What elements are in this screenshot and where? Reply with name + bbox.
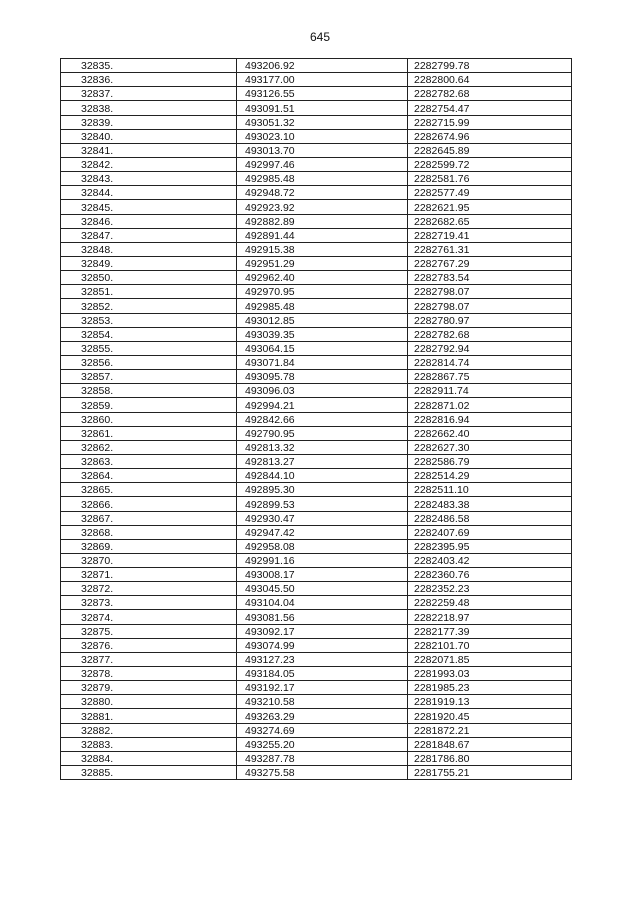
point-number-cell: 32879. xyxy=(61,681,237,695)
point-number-cell: 32865. xyxy=(61,483,237,497)
easting-cell: 492958.08 xyxy=(237,539,408,553)
table-row xyxy=(61,568,572,582)
point-number-cell: 32844. xyxy=(61,186,237,200)
table-row xyxy=(61,737,572,751)
easting-cell: 493126.55 xyxy=(237,87,408,101)
easting-cell: 492882.89 xyxy=(237,214,408,228)
easting-cell: 493287.78 xyxy=(237,751,408,765)
easting-cell: 493184.05 xyxy=(237,667,408,681)
northing-cell: 2282871.02 xyxy=(408,398,572,412)
point-number-cell: 32866. xyxy=(61,497,237,511)
point-number-cell: 32882. xyxy=(61,723,237,737)
point-number-cell: 32854. xyxy=(61,327,237,341)
easting-cell: 492930.47 xyxy=(237,511,408,525)
northing-cell: 2282621.95 xyxy=(408,200,572,214)
point-number-cell: 32883. xyxy=(61,737,237,751)
table-row xyxy=(61,157,572,171)
table-row xyxy=(61,681,572,695)
northing-cell: 2282577.49 xyxy=(408,186,572,200)
table-row xyxy=(61,483,572,497)
table-row xyxy=(61,355,572,369)
northing-cell: 2282767.29 xyxy=(408,256,572,270)
table-row xyxy=(61,256,572,270)
table-row xyxy=(61,412,572,426)
easting-cell: 492947.42 xyxy=(237,525,408,539)
table-row xyxy=(61,384,572,398)
table-row xyxy=(61,327,572,341)
table-row xyxy=(61,525,572,539)
easting-cell: 493091.51 xyxy=(237,101,408,115)
easting-cell: 492970.95 xyxy=(237,285,408,299)
point-number-cell: 32861. xyxy=(61,426,237,440)
northing-cell: 2282674.96 xyxy=(408,129,572,143)
table-row xyxy=(61,511,572,525)
point-number-cell: 32836. xyxy=(61,73,237,87)
point-number-cell: 32867. xyxy=(61,511,237,525)
point-number-cell: 32853. xyxy=(61,313,237,327)
northing-cell: 2282798.07 xyxy=(408,299,572,313)
table-row xyxy=(61,610,572,624)
northing-cell: 2282783.54 xyxy=(408,271,572,285)
easting-cell: 492891.44 xyxy=(237,228,408,242)
easting-cell: 493008.17 xyxy=(237,568,408,582)
northing-cell: 2282645.89 xyxy=(408,143,572,157)
point-number-cell: 32858. xyxy=(61,384,237,398)
point-number-cell: 32870. xyxy=(61,553,237,567)
point-number-cell: 32848. xyxy=(61,242,237,256)
table-row xyxy=(61,440,572,454)
easting-cell: 492994.21 xyxy=(237,398,408,412)
easting-cell: 492962.40 xyxy=(237,271,408,285)
northing-cell: 2282218.97 xyxy=(408,610,572,624)
point-number-cell: 32884. xyxy=(61,751,237,765)
easting-cell: 493275.58 xyxy=(237,766,408,780)
easting-cell: 492813.32 xyxy=(237,440,408,454)
easting-cell: 492948.72 xyxy=(237,186,408,200)
table-row xyxy=(61,341,572,355)
point-number-cell: 32850. xyxy=(61,271,237,285)
northing-cell: 2282782.68 xyxy=(408,327,572,341)
easting-cell: 493206.92 xyxy=(237,59,408,73)
northing-cell: 2282599.72 xyxy=(408,157,572,171)
point-number-cell: 32856. xyxy=(61,355,237,369)
easting-cell: 492895.30 xyxy=(237,483,408,497)
easting-cell: 493012.85 xyxy=(237,313,408,327)
easting-cell: 492951.29 xyxy=(237,256,408,270)
easting-cell: 493023.10 xyxy=(237,129,408,143)
point-number-cell: 32877. xyxy=(61,652,237,666)
point-number-cell: 32847. xyxy=(61,228,237,242)
northing-cell: 2281920.45 xyxy=(408,709,572,723)
point-number-cell: 32872. xyxy=(61,582,237,596)
table-row xyxy=(61,497,572,511)
table-row xyxy=(61,285,572,299)
point-number-cell: 32845. xyxy=(61,200,237,214)
easting-cell: 493095.78 xyxy=(237,370,408,384)
table-row xyxy=(61,426,572,440)
northing-cell: 2282627.30 xyxy=(408,440,572,454)
northing-cell: 2282514.29 xyxy=(408,469,572,483)
northing-cell: 2282682.65 xyxy=(408,214,572,228)
northing-cell: 2282911.74 xyxy=(408,384,572,398)
coordinates-table-body xyxy=(61,59,572,780)
northing-cell: 2282816.94 xyxy=(408,412,572,426)
table-row xyxy=(61,582,572,596)
northing-cell: 2282867.75 xyxy=(408,370,572,384)
easting-cell: 493274.69 xyxy=(237,723,408,737)
page-number: 645 xyxy=(309,30,331,44)
easting-cell: 493263.29 xyxy=(237,709,408,723)
easting-cell: 492923.92 xyxy=(237,200,408,214)
point-number-cell: 32862. xyxy=(61,440,237,454)
northing-cell: 2282352.23 xyxy=(408,582,572,596)
point-number-cell: 32868. xyxy=(61,525,237,539)
table-row xyxy=(61,695,572,709)
point-number-cell: 32838. xyxy=(61,101,237,115)
easting-cell: 493192.17 xyxy=(237,681,408,695)
point-number-cell: 32874. xyxy=(61,610,237,624)
easting-cell: 492985.48 xyxy=(237,172,408,186)
easting-cell: 493074.99 xyxy=(237,638,408,652)
table-row xyxy=(61,652,572,666)
table-row xyxy=(61,200,572,214)
point-number-cell: 32881. xyxy=(61,709,237,723)
northing-cell: 2281848.67 xyxy=(408,737,572,751)
point-number-cell: 32859. xyxy=(61,398,237,412)
northing-cell: 2282395.95 xyxy=(408,539,572,553)
table-row xyxy=(61,751,572,765)
northing-cell: 2282407.69 xyxy=(408,525,572,539)
point-number-cell: 32885. xyxy=(61,766,237,780)
table-row xyxy=(61,271,572,285)
point-number-cell: 32840. xyxy=(61,129,237,143)
northing-cell: 2282800.64 xyxy=(408,73,572,87)
point-number-cell: 32851. xyxy=(61,285,237,299)
table-row xyxy=(61,87,572,101)
northing-cell: 2282259.48 xyxy=(408,596,572,610)
table-row xyxy=(61,242,572,256)
easting-cell: 493013.70 xyxy=(237,143,408,157)
northing-cell: 2281755.21 xyxy=(408,766,572,780)
easting-cell: 492899.53 xyxy=(237,497,408,511)
table-row xyxy=(61,398,572,412)
easting-cell: 492790.95 xyxy=(237,426,408,440)
northing-cell: 2281919.13 xyxy=(408,695,572,709)
table-row xyxy=(61,214,572,228)
northing-cell: 2282761.31 xyxy=(408,242,572,256)
easting-cell: 492813.27 xyxy=(237,454,408,468)
northing-cell: 2282799.78 xyxy=(408,59,572,73)
easting-cell: 493039.35 xyxy=(237,327,408,341)
table-row xyxy=(61,370,572,384)
northing-cell: 2282486.58 xyxy=(408,511,572,525)
table-row xyxy=(61,454,572,468)
northing-cell: 2282715.99 xyxy=(408,115,572,129)
point-number-cell: 32855. xyxy=(61,341,237,355)
northing-cell: 2282662.40 xyxy=(408,426,572,440)
easting-cell: 493177.00 xyxy=(237,73,408,87)
table-row xyxy=(61,539,572,553)
table-row xyxy=(61,228,572,242)
northing-cell: 2282719.41 xyxy=(408,228,572,242)
point-number-cell: 32852. xyxy=(61,299,237,313)
point-number-cell: 32860. xyxy=(61,412,237,426)
northing-cell: 2282581.76 xyxy=(408,172,572,186)
table-row xyxy=(61,143,572,157)
northing-cell: 2282780.97 xyxy=(408,313,572,327)
northing-cell: 2282360.76 xyxy=(408,568,572,582)
table-row xyxy=(61,766,572,780)
table-row xyxy=(61,172,572,186)
table-row xyxy=(61,313,572,327)
point-number-cell: 32875. xyxy=(61,624,237,638)
northing-cell: 2282814.74 xyxy=(408,355,572,369)
point-number-cell: 32843. xyxy=(61,172,237,186)
easting-cell: 493255.20 xyxy=(237,737,408,751)
point-number-cell: 32873. xyxy=(61,596,237,610)
table-row xyxy=(61,596,572,610)
table-row xyxy=(61,101,572,115)
table-row xyxy=(61,638,572,652)
easting-cell: 492842.66 xyxy=(237,412,408,426)
northing-cell: 2281985.23 xyxy=(408,681,572,695)
point-number-cell: 32880. xyxy=(61,695,237,709)
easting-cell: 492844.10 xyxy=(237,469,408,483)
table-row xyxy=(61,667,572,681)
easting-cell: 493127.23 xyxy=(237,652,408,666)
easting-cell: 493071.84 xyxy=(237,355,408,369)
easting-cell: 493096.03 xyxy=(237,384,408,398)
northing-cell: 2282798.07 xyxy=(408,285,572,299)
northing-cell: 2282483.38 xyxy=(408,497,572,511)
table-row xyxy=(61,59,572,73)
table-row xyxy=(61,553,572,567)
northing-cell: 2282177.39 xyxy=(408,624,572,638)
easting-cell: 493081.56 xyxy=(237,610,408,624)
table-row xyxy=(61,709,572,723)
point-number-cell: 32864. xyxy=(61,469,237,483)
northing-cell: 2282071.85 xyxy=(408,652,572,666)
easting-cell: 492915.38 xyxy=(237,242,408,256)
coordinates-table xyxy=(60,58,572,780)
northing-cell: 2282586.79 xyxy=(408,454,572,468)
point-number-cell: 32863. xyxy=(61,454,237,468)
point-number-cell: 32839. xyxy=(61,115,237,129)
table-row xyxy=(61,723,572,737)
easting-cell: 492991.16 xyxy=(237,553,408,567)
table-row xyxy=(61,186,572,200)
point-number-cell: 32857. xyxy=(61,370,237,384)
easting-cell: 493051.32 xyxy=(237,115,408,129)
table-row xyxy=(61,299,572,313)
point-number-cell: 32878. xyxy=(61,667,237,681)
northing-cell: 2282754.47 xyxy=(408,101,572,115)
northing-cell: 2282101.70 xyxy=(408,638,572,652)
northing-cell: 2281872.21 xyxy=(408,723,572,737)
table-row xyxy=(61,115,572,129)
northing-cell: 2282511.10 xyxy=(408,483,572,497)
point-number-cell: 32876. xyxy=(61,638,237,652)
easting-cell: 493210.58 xyxy=(237,695,408,709)
easting-cell: 493064.15 xyxy=(237,341,408,355)
point-number-cell: 32871. xyxy=(61,568,237,582)
easting-cell: 492997.46 xyxy=(237,157,408,171)
table-row xyxy=(61,469,572,483)
table-row xyxy=(61,129,572,143)
easting-cell: 493104.04 xyxy=(237,596,408,610)
point-number-cell: 32849. xyxy=(61,256,237,270)
northing-cell: 2282782.68 xyxy=(408,87,572,101)
point-number-cell: 32869. xyxy=(61,539,237,553)
table-row xyxy=(61,73,572,87)
point-number-cell: 32842. xyxy=(61,157,237,171)
point-number-cell: 32841. xyxy=(61,143,237,157)
easting-cell: 493045.50 xyxy=(237,582,408,596)
point-number-cell: 32846. xyxy=(61,214,237,228)
northing-cell: 2281786.80 xyxy=(408,751,572,765)
easting-cell: 493092.17 xyxy=(237,624,408,638)
point-number-cell: 32837. xyxy=(61,87,237,101)
northing-cell: 2282792.94 xyxy=(408,341,572,355)
northing-cell: 2282403.42 xyxy=(408,553,572,567)
easting-cell: 492985.48 xyxy=(237,299,408,313)
table-row xyxy=(61,624,572,638)
northing-cell: 2281993.03 xyxy=(408,667,572,681)
point-number-cell: 32835. xyxy=(61,59,237,73)
